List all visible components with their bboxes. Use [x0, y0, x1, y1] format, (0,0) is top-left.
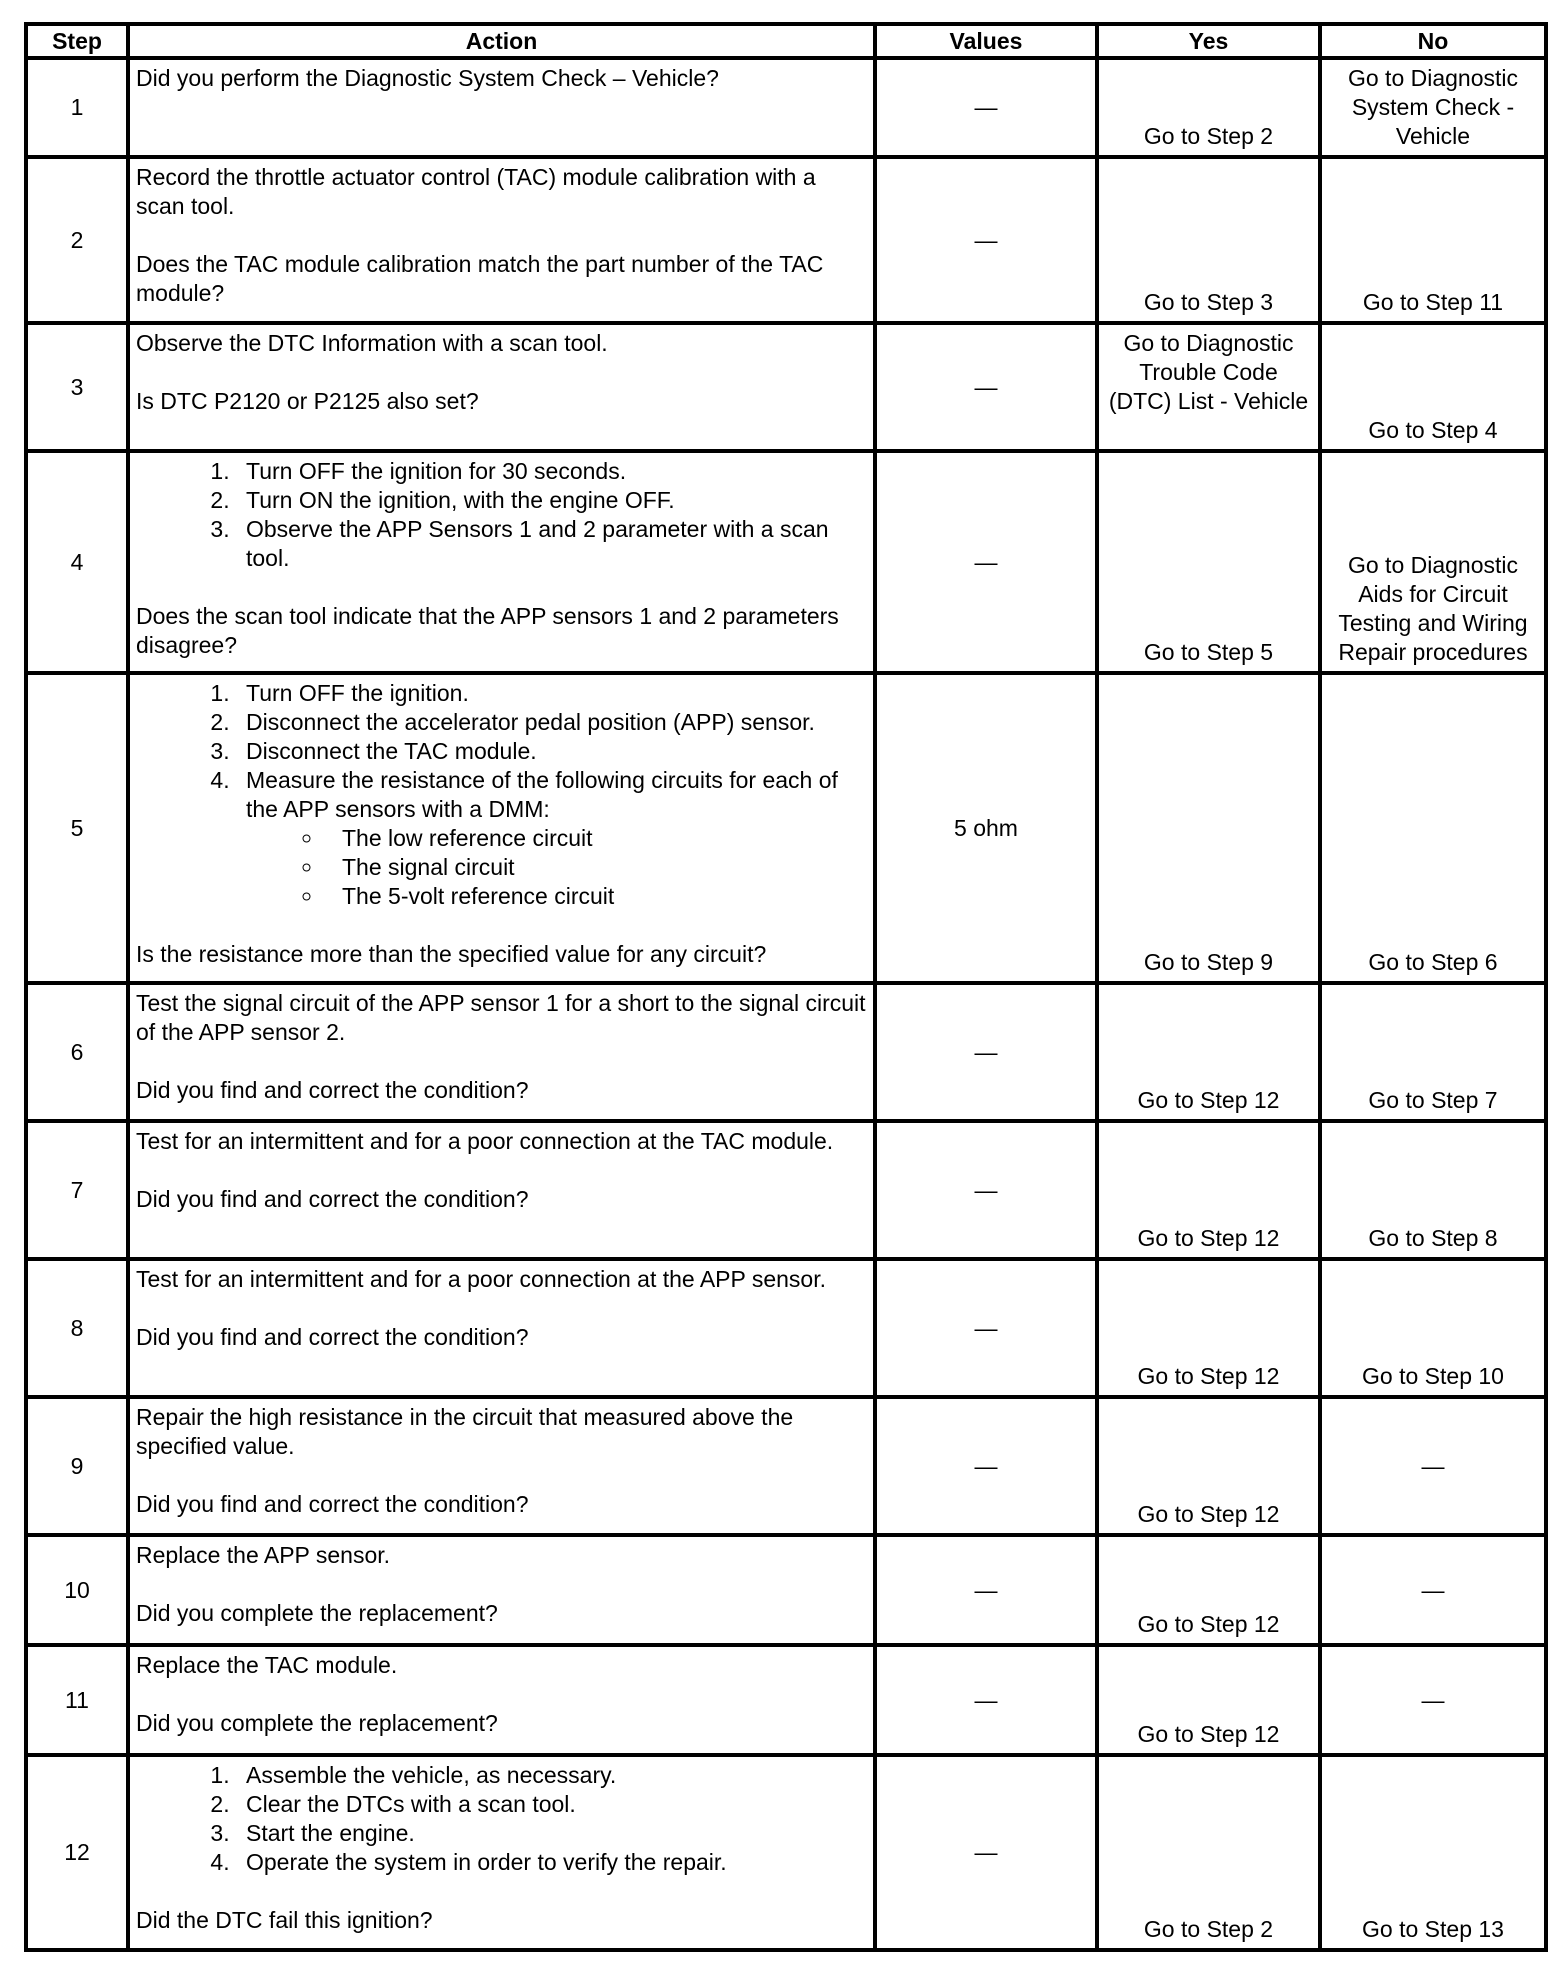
yes-cell: Go to Step 9 — [1097, 673, 1320, 983]
no-cell: Go to Step 6 — [1320, 673, 1546, 983]
action-question: Did you complete the replacement? — [136, 1600, 498, 1626]
step-number: 4 — [26, 451, 128, 673]
step-number: 9 — [26, 1397, 128, 1535]
action-cell — [128, 673, 875, 983]
action-question: Did you find and correct the condition? — [136, 1324, 529, 1350]
step-number: 10 — [26, 1535, 128, 1645]
action-cell — [128, 451, 875, 673]
action-cell — [128, 1645, 875, 1755]
action-text: Test for an intermittent and for a poor connection at the TAC module. — [136, 1128, 834, 1154]
no-cell: — — [1320, 1397, 1546, 1535]
table-row — [26, 323, 1546, 451]
action-cell — [128, 1755, 875, 1950]
yes-cell: Go to Diagnostic Trouble Code (DTC) List - Vehicle — [1097, 323, 1320, 451]
table-row — [26, 157, 1546, 323]
list-item: 1. Assemble the vehicle, as necessary. — [236, 1761, 867, 1790]
yes-cell: Go to Step 2 — [1097, 58, 1320, 157]
action-cell — [128, 323, 875, 451]
values-cell: — — [875, 1259, 1097, 1397]
step-number: 5 — [26, 673, 128, 983]
action-cell — [128, 1535, 875, 1645]
list-item: 3. Disconnect the TAC module. — [236, 737, 867, 766]
sub-list-item: ◦ The 5-volt reference circuit — [324, 882, 867, 911]
action-text: Did you perform the Diagnostic System Check – Vehicle? — [136, 65, 719, 91]
yes-cell: Go to Step 12 — [1097, 1259, 1320, 1397]
action-question: Does the scan tool indicate that the APP sensors 1 and 2 parameters disagree? — [136, 603, 839, 658]
action-question: Does the TAC module calibration match the part number of the TAC module? — [136, 251, 824, 306]
step-number: 1 — [26, 58, 128, 157]
list-item: 1. Turn OFF the ignition for 30 seconds. — [236, 457, 867, 486]
yes-cell: Go to Step 3 — [1097, 157, 1320, 323]
action-question: Did you find and correct the condition? — [136, 1186, 529, 1212]
action-text: Test for an intermittent and for a poor connection at the APP sensor. — [136, 1266, 826, 1292]
no-cell: Go to Step 11 — [1320, 157, 1546, 323]
action-cell — [128, 58, 875, 157]
action-text: Observe the DTC Information with a scan tool. — [136, 330, 608, 356]
values-cell: — — [875, 1755, 1097, 1950]
action-cell — [128, 1397, 875, 1535]
action-text: Replace the TAC module. — [136, 1652, 398, 1678]
values-cell: 5 ohm — [875, 673, 1097, 983]
step-number: 3 — [26, 323, 128, 451]
action-cell — [128, 1259, 875, 1397]
values-cell: — — [875, 157, 1097, 323]
table-row — [26, 1259, 1546, 1397]
action-cell — [128, 1121, 875, 1259]
step-number: 11 — [26, 1645, 128, 1755]
action-question: Did you find and correct the condition? — [136, 1077, 529, 1103]
step-number: 2 — [26, 157, 128, 323]
no-cell: Go to Step 10 — [1320, 1259, 1546, 1397]
no-cell: Go to Step 7 — [1320, 983, 1546, 1121]
diagnostic-table — [24, 22, 1548, 1952]
header-no: No — [1320, 24, 1546, 58]
table-row — [26, 1755, 1546, 1950]
action-question: Is DTC P2120 or P2125 also set? — [136, 388, 479, 414]
yes-cell: Go to Step 12 — [1097, 1121, 1320, 1259]
values-cell: — — [875, 451, 1097, 673]
yes-cell: Go to Step 12 — [1097, 983, 1320, 1121]
table-row — [26, 1397, 1546, 1535]
list-item — [236, 766, 867, 911]
no-cell: Go to Diagnostic Aids for Circuit Testing and Wiring Repair procedures — [1320, 451, 1546, 673]
no-cell: — — [1320, 1645, 1546, 1755]
action-text: Replace the APP sensor. — [136, 1542, 391, 1568]
action-cell — [128, 983, 875, 1121]
yes-cell: Go to Step 12 — [1097, 1645, 1320, 1755]
action-question: Did you find and correct the condition? — [136, 1491, 529, 1517]
no-cell: — — [1320, 1535, 1546, 1645]
values-cell: — — [875, 1645, 1097, 1755]
values-cell: — — [875, 1397, 1097, 1535]
list-item: 3. Observe the APP Sensors 1 and 2 parameter with a scan tool. — [236, 515, 867, 573]
list-item: 3. Start the engine. — [236, 1819, 867, 1848]
table-row — [26, 1535, 1546, 1645]
header-yes: Yes — [1097, 24, 1320, 58]
values-cell: — — [875, 1121, 1097, 1259]
step-number: 7 — [26, 1121, 128, 1259]
values-cell: — — [875, 58, 1097, 157]
no-cell: Go to Step 4 — [1320, 323, 1546, 451]
list-item: 4. Operate the system in order to verify the repair. — [236, 1848, 867, 1877]
action-question: Did the DTC fail this ignition? — [136, 1907, 433, 1933]
action-text: Test the signal circuit of the APP sensor 1 for a short to the signal circuit of the APP sensor 2. — [136, 990, 866, 1045]
no-cell: Go to Step 8 — [1320, 1121, 1546, 1259]
action-sub-list — [246, 824, 867, 911]
action-steps-list — [136, 1761, 867, 1877]
action-question: Is the resistance more than the specified value for any circuit? — [136, 941, 767, 967]
action-text: Record the throttle actuator control (TAC) module calibration with a scan tool. — [136, 164, 816, 219]
table-row — [26, 983, 1546, 1121]
header-values: Values — [875, 24, 1097, 58]
yes-cell: Go to Step 12 — [1097, 1397, 1320, 1535]
list-item: 2. Turn ON the ignition, with the engine OFF. — [236, 486, 867, 515]
yes-cell: Go to Step 5 — [1097, 451, 1320, 673]
header-action: Action — [128, 24, 875, 58]
table-row — [26, 673, 1546, 983]
table-row — [26, 58, 1546, 157]
list-item: 2. Disconnect the accelerator pedal position (APP) sensor. — [236, 708, 867, 737]
action-steps-list — [136, 457, 867, 573]
step-number: 12 — [26, 1755, 128, 1950]
header-row — [26, 24, 1546, 58]
values-cell: — — [875, 983, 1097, 1121]
action-cell — [128, 157, 875, 323]
step-number: 8 — [26, 1259, 128, 1397]
yes-cell: Go to Step 2 — [1097, 1755, 1320, 1950]
list-item: 2. Clear the DTCs with a scan tool. — [236, 1790, 867, 1819]
action-question: Did you complete the replacement? — [136, 1710, 498, 1736]
action-steps-list — [136, 679, 867, 911]
list-item: 1. Turn OFF the ignition. — [236, 679, 867, 708]
values-cell: — — [875, 323, 1097, 451]
yes-cell: Go to Step 12 — [1097, 1535, 1320, 1645]
table-row — [26, 451, 1546, 673]
header-step: Step — [26, 24, 128, 58]
no-cell: Go to Diagnostic System Check - Vehicle — [1320, 58, 1546, 157]
sub-list-item: ◦ The signal circuit — [324, 853, 867, 882]
table-row — [26, 1645, 1546, 1755]
table-row — [26, 1121, 1546, 1259]
values-cell: — — [875, 1535, 1097, 1645]
list-item-text: Measure the resistance of the following circuits for each of the APP sensors with a DMM: — [246, 767, 838, 822]
no-cell: Go to Step 13 — [1320, 1755, 1546, 1950]
step-number: 6 — [26, 983, 128, 1121]
sub-list-item: ◦ The low reference circuit — [324, 824, 867, 853]
action-text: Repair the high resistance in the circuit that measured above the specified value. — [136, 1404, 794, 1459]
